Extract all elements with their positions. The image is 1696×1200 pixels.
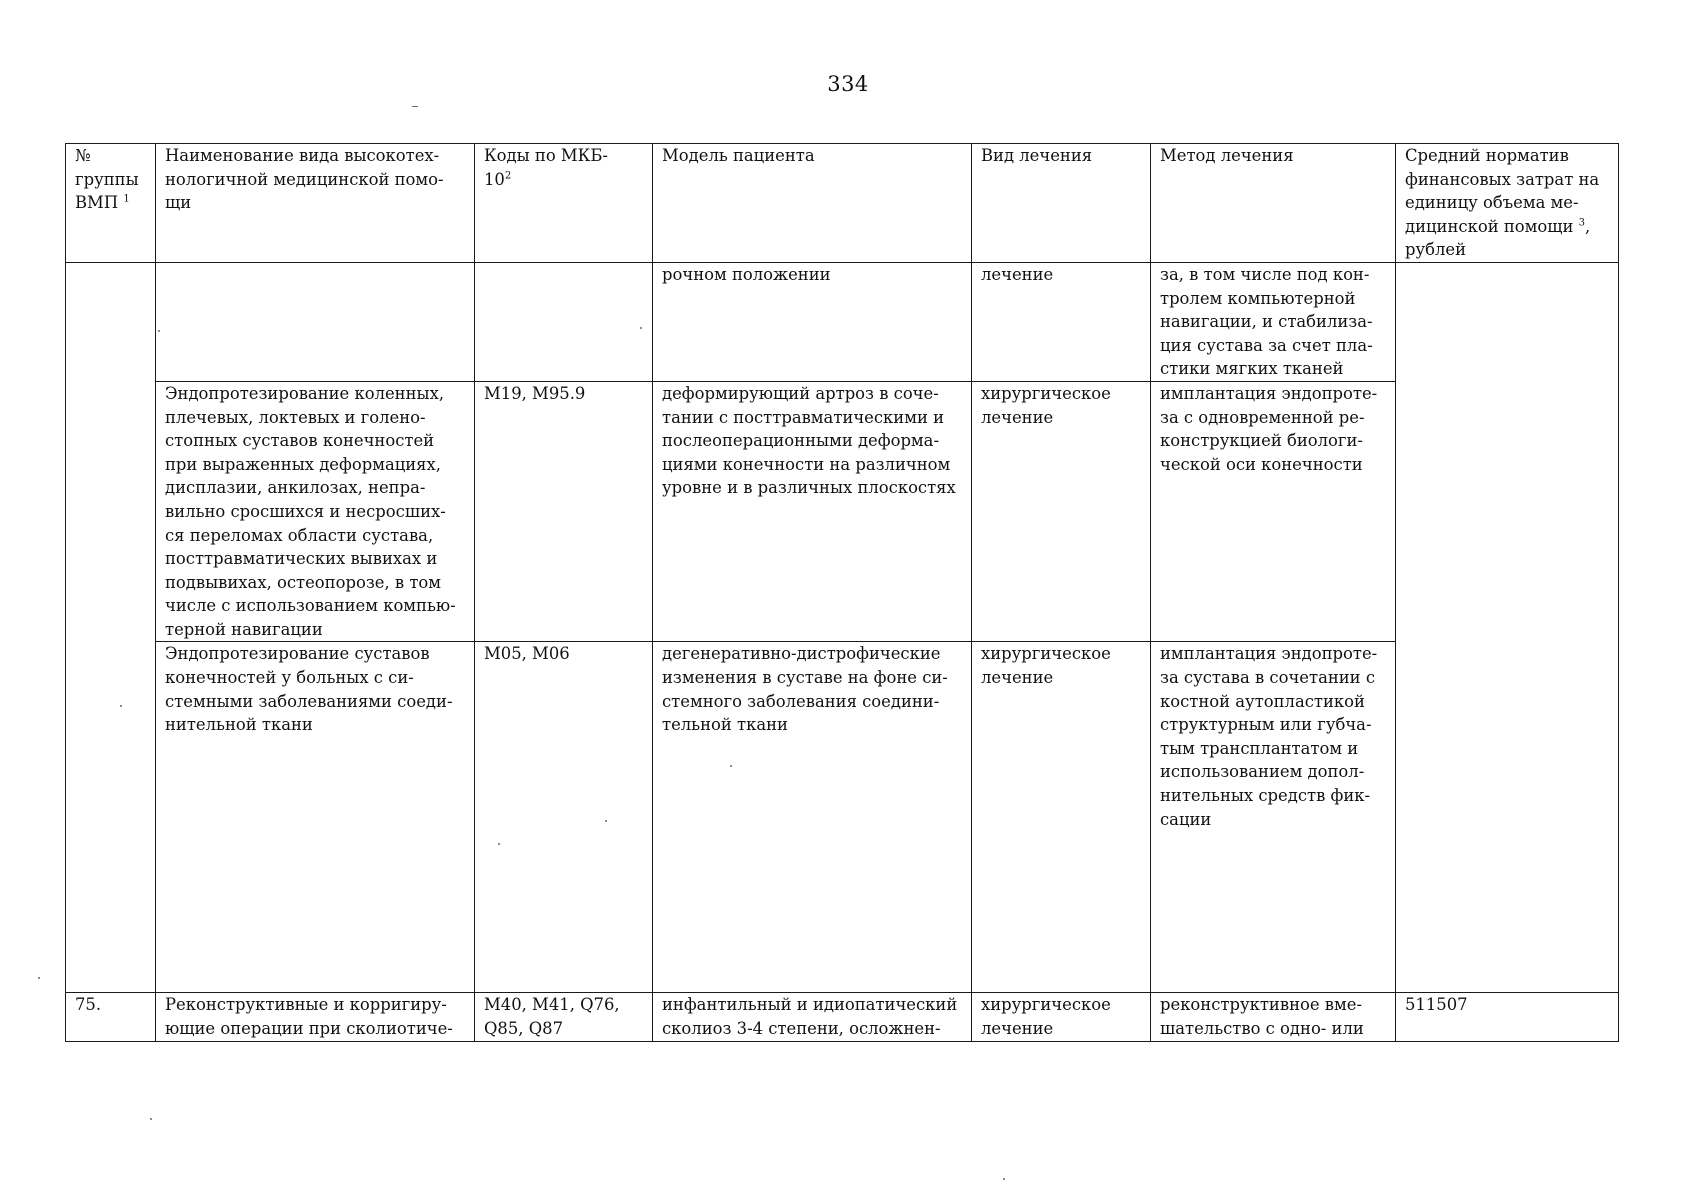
- cell-method: имплантация эндопроте- за с одновременной ре- конструкцией биологи- ческой оси конечности: [1151, 381, 1396, 642]
- table-row: [66, 262, 1619, 381]
- cell-method: за, в том числе под кон- тролем компьютерной навигации, и стабилиза- ция сустава за счет пла- стики мягких тканей: [1151, 262, 1396, 381]
- cell-group: 75.: [66, 993, 156, 1042]
- scan-speck: [158, 330, 160, 332]
- cell-type: хирургическое лечение: [972, 381, 1151, 642]
- cell-method: имплантация эндопроте- за сустава в сочетании с костной аутопластикой структурным или губча- тым трансплантатом и использованием допол- нительных средств фик- сации: [1151, 642, 1396, 993]
- scan-speck: [498, 843, 500, 845]
- cell-codes: [475, 262, 653, 381]
- scan-speck: [412, 106, 418, 107]
- cell-model: деформирующий артроз в соче- тании с посттравматическими и послеоперационными деформа- циями конечности на различном уровне и в различных плоскостях: [653, 381, 972, 642]
- cell-model: инфантильный и идиопатический сколиоз 3-4 степени, осложнен-: [653, 993, 972, 1042]
- cell-name: Эндопротезирование суставов конечностей у больных с си- стемными заболеваниями соеди- нительной ткани: [156, 642, 475, 993]
- header-cost: Средний норматив финансовых затрат на единицу объема ме- дицинской помощи $^3$, рублей: [1396, 144, 1619, 263]
- page-number: 334: [827, 72, 869, 96]
- cell-codes: M40, M41, Q76, Q85, Q87: [475, 993, 653, 1042]
- vmp-table: [65, 143, 1619, 1042]
- cell-cost: [1396, 262, 1619, 993]
- cell-group: [66, 262, 156, 993]
- header-type: Вид лечения: [972, 144, 1151, 263]
- scan-speck: [640, 327, 642, 329]
- scan-speck: [150, 1118, 152, 1120]
- cell-codes: M19, M95.9: [475, 381, 653, 642]
- cell-type: хирургическое лечение: [972, 993, 1151, 1042]
- header-row: [66, 144, 1619, 263]
- scan-speck: [605, 820, 607, 822]
- header-model: Модель пациента: [653, 144, 972, 263]
- scan-speck: [730, 765, 732, 767]
- cell-type: лечение: [972, 262, 1151, 381]
- cell-name: Реконструктивные и корригиру- ющие операции при сколиотиче-: [156, 993, 475, 1042]
- cell-model: рочном положении: [653, 262, 972, 381]
- header-group: № группы ВМП $^1$: [66, 144, 156, 263]
- header-method: Метод лечения: [1151, 144, 1396, 263]
- cell-codes: M05, M06: [475, 642, 653, 993]
- header-name: Наименование вида высокотех- нологичной медицинской помо- щи: [156, 144, 475, 263]
- scan-speck: [38, 977, 40, 979]
- header-codes: Коды по МКБ- $10^2$: [475, 144, 653, 263]
- table-row: [66, 381, 1619, 642]
- cell-model: дегенеративно-дистрофические изменения в суставе на фоне си- стемного заболевания соедини- тельной ткани: [653, 642, 972, 993]
- cell-cost: 511507: [1396, 993, 1619, 1042]
- cell-type: хирургическое лечение: [972, 642, 1151, 993]
- cell-method: реконструктивное вме- шательство с одно- или: [1151, 993, 1396, 1042]
- scan-speck: [120, 705, 122, 707]
- cell-name: [156, 262, 475, 381]
- cell-name: Эндопротезирование коленных, плечевых, локтевых и голено- стопных суставов конечностей при выраженных деформациях, дисплазии, анкилозах, непра- вильно сросшихся и несросших- ся переломах области сустава, посттравматических вывихах и подвывихах, остеопорозе, в том числе с использованием компью- терной навигации: [156, 381, 475, 642]
- table-row: [66, 642, 1619, 993]
- scan-speck: [1003, 1178, 1005, 1180]
- table-row: [66, 993, 1619, 1042]
